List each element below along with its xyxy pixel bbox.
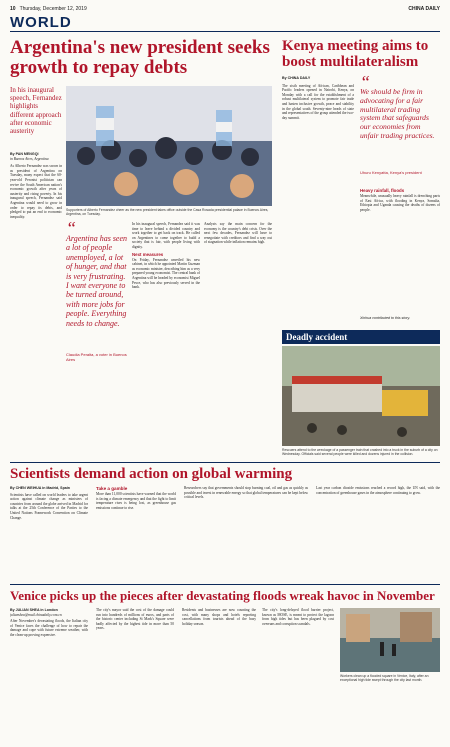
venice-column-1	[10, 608, 88, 742]
climate-headline: Scientists demand action on global warming	[10, 466, 293, 482]
venice-body-3: Residents and businesses are now counting the cost, with many shops and hotels reporting cancellations from tourists ahead of the busy holiday season.	[182, 608, 256, 626]
deadly-accident-photo	[282, 346, 440, 446]
deadly-accident-caption: Rescuers attend to the wreckage of a passenger train that crashed into a truck in the suburb of a city on Wednesday. Officials said several people were killed and dozens injured in the collision.	[282, 448, 438, 457]
venice-photo	[340, 608, 440, 672]
argentina-quote-text: Argentina has seen a lot of people unemployed, a lot of hunger, and that is very frustrating. I want everyone to be turned around, with more jobs for people. Everything needs to change.	[66, 234, 128, 328]
climate-column-3	[184, 486, 308, 576]
kenya-byline: By CHINA DAILY	[282, 76, 311, 80]
argentina-body-3: On Friday, Fernandez unveiled his new cabinet, in which he appointed Martin Guzman as economic minister, describing him as a very prepared young economist. The central bank of Argentina will be headed by economist Miguel Pesce, who has also previously served in the bank.	[132, 257, 200, 290]
argentina-dek: In his inaugural speech, Fernandez highlights different approach after economic austerity	[10, 86, 62, 136]
section-title: WORLD	[10, 14, 440, 32]
section-divider	[10, 462, 440, 463]
kenya-pullquote	[360, 72, 440, 141]
argentina-quote-attribution: Claudia Peralta, a voter in Buenos Aires	[66, 352, 127, 362]
kenya-quote-text: We should be firm in advocating for a fair multilateral trading system that safeguards our economies from unfair trading practices.	[360, 87, 435, 140]
argentina-body-1: As Alberto Fernandez was sworn in as president of Argentina on Tuesday, many expect that the 60-year-old Peronist politician can revive the South American nation's economic growth after years of austerity and rising poverty. In his inaugural speech, Fernandez said Argentina would need to grow in order to repay its debts, and pledged to put an end to economic inequality.	[10, 164, 62, 219]
venice-column-4	[262, 608, 334, 742]
section-divider	[10, 584, 440, 585]
argentina-caption: Supporters of Alberto Fernandez cheer as the new president takes office outside the Casa Rosada presidential palace in Buenos Aires, Argentina, on Tuesday.	[66, 208, 269, 217]
quote-mark-icon: “	[66, 218, 77, 238]
argentina-location: in Buenos Aires, Argentina	[10, 156, 49, 161]
venice-caption: Workers clean up a flooded square in Venice, Italy, after an exceptional high tide swept through the city last month.	[340, 674, 429, 683]
kenya-body-2: Meanwhile, unusually heavy rainfall is drenching parts of East Africa, with flooding in Kenya, Somalia, Ethiopia and Uganda causing the deaths of dozens of people.	[360, 194, 440, 212]
venice-body-1: After November's devastating floods, the Italian city of Venice faces the challenge of how to repair the damage and cope with future extreme weather, with the clean-up proving expensive.	[10, 619, 88, 637]
deadly-accident-title: Deadly accident	[282, 330, 440, 344]
kenya-column-1	[282, 76, 354, 316]
kenya-body-1: The sixth meeting of African, Caribbean and Pacific leaders opened in Nairobi, Kenya, on Monday with a call for the establishment of a robust multilateral system to promote fair trade and hasten inclusive growth, peace and stability in the global south. Seventy-nine heads of state and representatives of the group attended the two-day summit.	[282, 83, 354, 120]
venice-byline: By JULIAN SHEA in London	[10, 608, 58, 612]
argentina-subhead: Next measures	[132, 251, 164, 257]
folio	[10, 4, 440, 14]
venice-body-4: The city's long-delayed flood barrier project, known as MOSE, is meant to protect the lagoon from high tides but has been plagued by cost overruns and corruption scandals.	[262, 608, 334, 626]
argentina-pullquote	[66, 218, 128, 328]
argentina-column-3	[204, 222, 272, 452]
argentina-column-2	[132, 222, 200, 452]
kenya-footer: Xinhua contributed to this story.	[360, 316, 411, 320]
quote-mark-icon: “	[360, 72, 371, 92]
climate-body-1: Scientists have called on world leaders to take urgent action against climate change as ministers of countries from around the globe arrived in Madrid for talks at the 25th Conference of the Parties to the United Nations Framework Convention on Climate Change.	[10, 492, 88, 520]
brand-name: CHINA DAILY	[408, 6, 440, 12]
kenya-quote-attribution: Uhuru Kenyatta, Kenya's president	[360, 170, 422, 175]
page-number: 10	[10, 6, 16, 12]
venice-body-2: The city's mayor said the cost of the damage could run into hundreds of millions of euros, and parts of the historic center including St Mark's Square were badly affected by the highest tide in more than 50 years.	[96, 608, 174, 631]
argentina-body-2: In his inaugural speech, Fernandez said it was time to leave behind a divided country and work together to get back on track. He called on Argentines to come together to build a society that is fair, with people living with dignity.	[132, 222, 200, 249]
kenya-headline: Kenya meeting aims to boost multilateralism	[282, 38, 429, 70]
climate-column-1	[10, 486, 88, 576]
argentina-byline: By PAN MENGQI	[10, 152, 39, 156]
page-date: Thursday, December 12, 2019	[19, 6, 87, 12]
venice-column-3	[182, 608, 256, 742]
climate-body-4: Last year carbon dioxide emissions reached a record high, the UN said, with the concentration of greenhouse gases in the atmosphere continuing to grow.	[316, 486, 440, 495]
venice-headline: Venice picks up the pieces after devastating floods wreak havoc in November	[10, 588, 435, 603]
argentina-column-1	[10, 152, 62, 452]
climate-column-2	[96, 486, 176, 576]
climate-body-3: Researchers say that governments should stop burning coal, oil and gas as quickly as possible and invest in renewable energy so that global temperatures can be kept below critical levels.	[184, 486, 308, 500]
climate-byline: By CHEN WEIHUA in Madrid, Spain	[10, 486, 70, 490]
climate-subhead: Take a gamble	[96, 486, 128, 491]
kenya-column-2	[360, 186, 440, 316]
climate-body-2: More than 11,000 scientists have warned that the world is facing a climate emergency and that the fight to limit temperature rises is being lost, as greenhouse gas emissions continue to rise.	[96, 492, 176, 510]
kenya-subhead: Heavy rainfall, floods	[360, 188, 405, 193]
venice-byline-email: julianshea@mail.chinadaily.com.cn	[10, 612, 62, 617]
venice-column-2	[96, 608, 174, 742]
argentina-body-4: Analysts say the main concern for the economy is the country's debt crisis. Over the next few decades, Fernandez will have to renegotiate with creditors and find a way out of stagnation while inflation remains high.	[204, 222, 272, 245]
argentina-photo	[66, 86, 272, 206]
climate-column-4	[316, 486, 440, 576]
argentina-headline: Argentina's new president seeks growth to repay debts	[10, 37, 270, 78]
